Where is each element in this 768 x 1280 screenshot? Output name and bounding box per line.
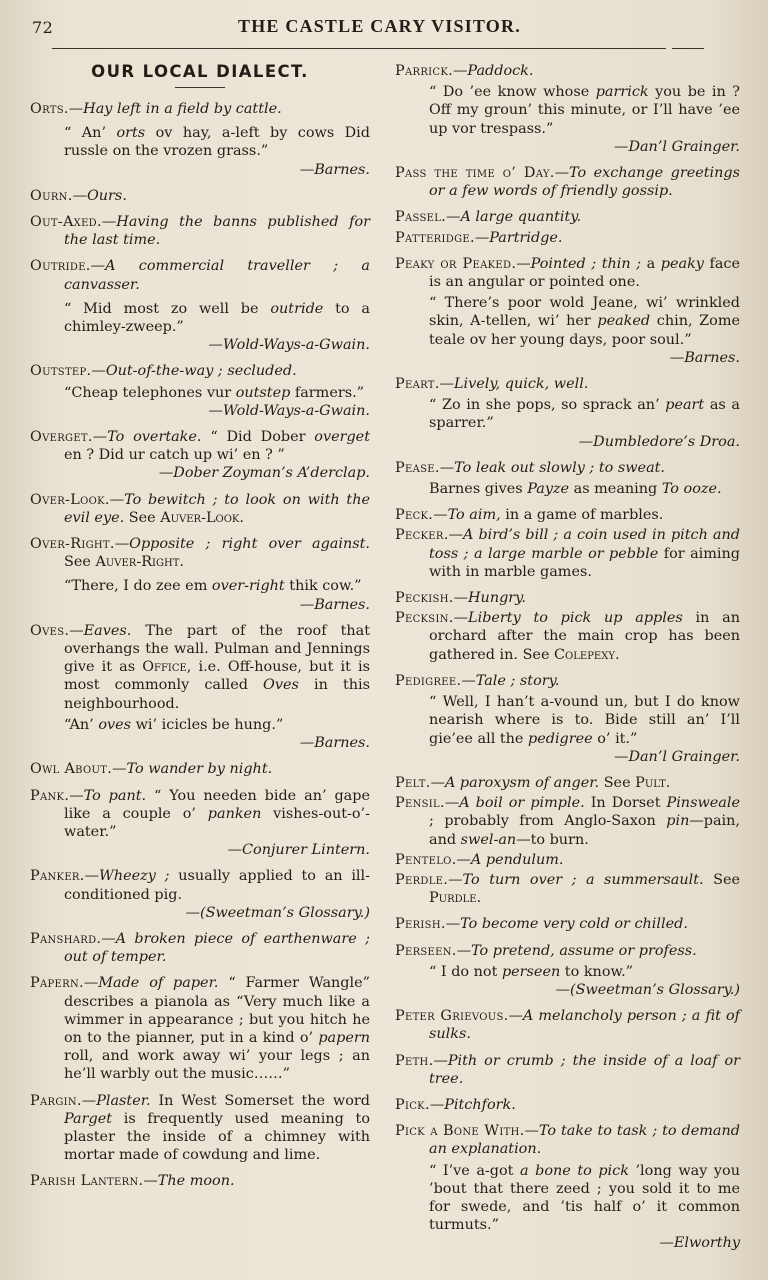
running-title: THE CASTLE CARY VISITOR. <box>238 16 521 36</box>
entry-perish: Perish.—To become very cold or chilled. <box>395 916 688 933</box>
entry-overget: Overget.—To overtake. “ Did Dober overget en ? Did ur catch up wi’ en ? ” —Dober Zoyman’s A’derclap. <box>30 429 370 482</box>
entry-panshard: Panshard.—A broken piece of earthenware ; out of temper. <box>30 930 370 966</box>
entry-pecksin: Pecksin.—Liberty to pick up apples in an orchard after the main crop has been gathered in. See Colepexy. <box>395 610 740 663</box>
entry-peter-grievous: Peter Grievous.—A melancholy person ; a fit of sulks. <box>395 1008 740 1043</box>
entry-pecker: Pecker.—A bird’s bill ; a coin used in pitch and toss ; a large marble or pebble for aiming with in marble games. <box>395 527 740 580</box>
entry-over-right: Over-Right.—Opposite ; right over against. See Auver-Right. “There, I do zee em over-right thik cow.” —Barnes. <box>30 536 370 613</box>
entry-perdle: Perdle.—To turn over ; a summersault. See Purdle. <box>395 871 740 907</box>
entry-orts: Orts.—Hay left in a field by cattle. “ An’ orts ov hay, a-left by cows Did russle on the vrozen grass.” —Barnes. <box>30 101 371 178</box>
entry-ourn: Ourn.—Ours. <box>30 187 127 204</box>
section-title: OUR LOCAL DIALECT. <box>91 62 309 81</box>
entry-perseen: Perseen.—To pretend, assume or profess. “ I do not perseen to know.” —(Sweetman’s Glossary.) <box>395 942 740 998</box>
entry-pensil: Pensil.—A boil or pimple. In Dorset Pinsweale ; probably from Anglo-Saxon pin—pain, and swel-an—to burn. <box>395 795 740 848</box>
entry-peth: Peth.—Pith or crumb ; the inside of a loaf or tree. <box>395 1052 740 1087</box>
header-rule-short <box>672 48 704 49</box>
entry-panker: Panker.—Wheezy ; usually applied to an ill-conditioned pig. —(Sweetman’s Glossary.) <box>30 868 370 921</box>
header-rule <box>52 48 666 49</box>
entry-pass-the-time: Pass the time o’ Day.—To exchange greetings or a few words of friendly gossip. <box>395 165 740 200</box>
entry-pick: Pick.—Pitchfork. <box>395 1096 516 1113</box>
entry-outstep: Outstep.—Out-of-the-way ; secluded. “Cheap telephones vur outstep farmers.” —Wold-Ways-a-Gwain. <box>30 363 370 419</box>
entry-parrick: Parrick.—Paddock. “ Do ’ee know whose parrick you be in ? Off my groun’ this minute, or I’ll have ’ee up vor trespass.” —Dan’l Grainger. <box>395 63 740 155</box>
entry-passel: Passel.—A large quantity. <box>395 209 582 226</box>
page-header <box>0 16 768 44</box>
entry-pease: Pease.—To leak out slowly ; to sweat. Barnes gives Payze as meaning To ooze. <box>395 459 722 498</box>
title-rule <box>175 87 225 88</box>
entry-peckish: Peckish.—Hungry. <box>395 590 526 607</box>
entry-pank: Pank.—To pant. “ You needen bide an’ gape like a couple o’ panken vishes-out-o’-water.” —Conjurer Lintern. <box>30 787 370 859</box>
entry-out-axed: Out-Axed.—Having the banns published for the last time. <box>30 214 370 249</box>
entry-pick-a-bone: Pick a Bone With.—To take to task ; to demand an explanation. “ I’ve a-got a bone to pick ’long way you ’bout that there zeed ; you sold it to me for swede, and ’tis half o’ it common turmuts.” —Elworthy <box>395 1123 740 1252</box>
entry-owl-about: Owl About.—To wander by night. <box>30 761 273 778</box>
entry-patteridge: Patteridge.—Partridge. <box>395 229 563 246</box>
right-column <box>395 62 740 1261</box>
entry-papern: Papern.—Made of paper. “ Farmer Wangle” describes a pianola as “Very much like a wimmer in appearance ; but you hitch he on to the pianner, put in a kind o’ papern roll, and work away wi’ your legs ; an he’ll warbly out the music……” <box>30 975 370 1083</box>
entry-parish-lantern: Parish Lantern.—The moon. <box>30 1173 235 1190</box>
entry-outride: Outride.—A commercial traveller ; a canvasser. “ Mid most zo well be outride to a chimley-zweep.” —Wold-Ways-a-Gwain. <box>30 258 370 354</box>
entry-pedigree: Pedigree.—Tale ; story. “ Well, I han’t a-vound un, but I do know nearish where is to. Bide still an’ I’ll gie’ee all the pedigree o’ it.” —Dan’l Grainger. <box>395 672 740 765</box>
entry-oves: Oves.—Eaves. The part of the roof that overhangs the wall. Pulman and Jennings give it as Office, i.e. Off-house, but it is most commonly called Oves in this neighbourhood. “An’ oves wi’ icicles be hung.” —Barnes. <box>30 622 371 752</box>
entry-pentelo: Pentelo.—A pendulum. <box>395 851 564 868</box>
left-column <box>30 62 370 1199</box>
entry-peaky: Peaky or Peaked.—Pointed ; thin ; a peaky face is an angular or pointed one. “ There’s poor wold Jeane, wi’ wrinkled skin, A-tellen, wi’ her peaked chin, Zome teale ov her young days, poor soul.” —Barnes. <box>395 255 741 366</box>
entry-pelt: Pelt.—A paroxysm of anger. See Pult. <box>395 774 671 791</box>
page-number: 72 <box>32 18 54 37</box>
entry-peart: Peart.—Lively, quick, well. “ Zo in she pops, so sprack an’ peart as a sparrer.” —Dumbledore’s Droa. <box>395 376 740 450</box>
entry-peck: Peck.—To aim, in a game of marbles. <box>395 507 664 524</box>
entry-pargin: Pargin.—Plaster. In West Somerset the word Parget is frequently used meaning to plaster the inside of a chimney with mortar made of cowdung and lime. <box>30 1092 370 1164</box>
entry-over-look: Over-Look.—To bewitch ; to look on with the evil eye. See Auver-Look. <box>30 491 370 526</box>
